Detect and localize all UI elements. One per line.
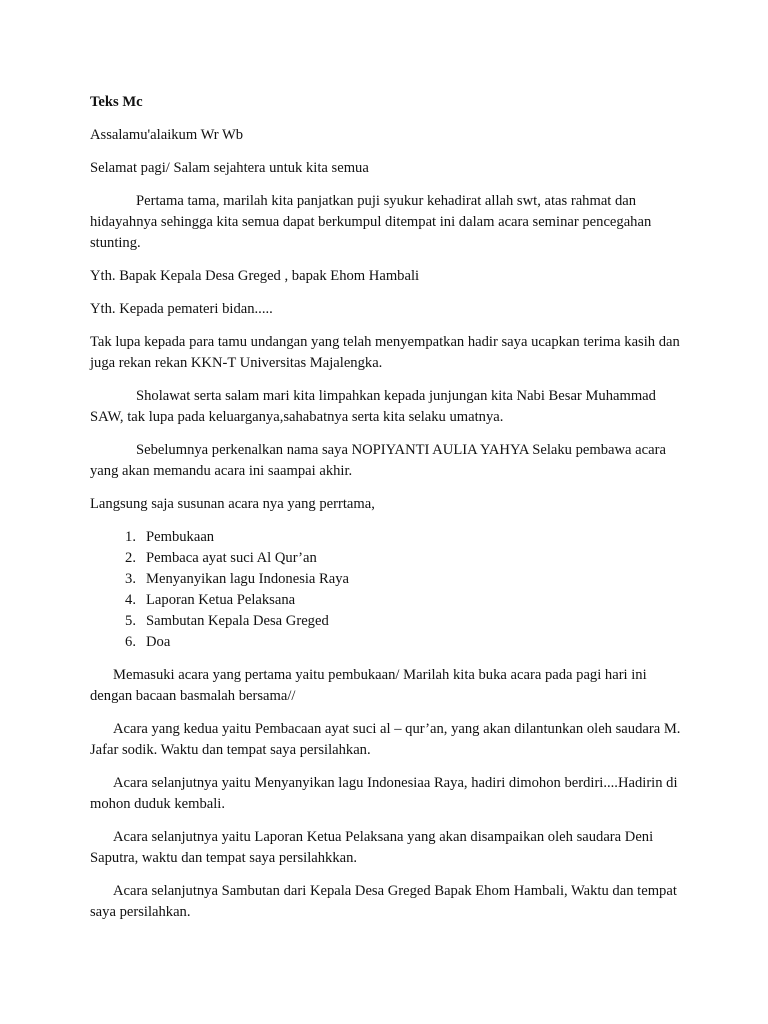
list-item (90, 590, 682, 611)
list-item-number: 6. (125, 634, 136, 650)
list-item (90, 527, 682, 548)
paragraph-report: Acara selanjutnya yaitu Laporan Ketua Pelaksana yang akan disampaikan oleh saudara Deni Saputra, waktu dan tempat saya persilahkkan. (90, 829, 654, 866)
paragraph-speaker: Yth. Kepada pemateri bidan..... (90, 301, 273, 317)
list-item (90, 632, 682, 653)
list-item-text: Doa (146, 634, 171, 650)
list-item-text: Menyanyikan lagu Indonesia Raya (146, 571, 350, 587)
list-item-number: 1. (125, 529, 136, 545)
list-item (90, 548, 682, 569)
greeting-salam: Assalamu'alaikum Wr Wb (90, 127, 244, 143)
paragraph-opening: Memasuki acara yang pertama yaitu pembukaan/ Marilah kita buka acara pada pagi hari ini dengan bacaan basmalah bersama// (90, 667, 647, 704)
paragraph-anthem: Acara selanjutnya yaitu Menyanyikan lagu Indonesiaa Raya, hadiri dimohon berdiri....Hadirin di mohon duduk kembali. (90, 775, 678, 812)
paragraph-gratitude: Pertama tama, marilah kita panjatkan puji syukur kehadirat allah swt, atas rahmat dan hidayahnya sehingga kita semua dapat berkumpul ditempat ini dalam acara seminar pencegahan stunting. (90, 193, 652, 251)
list-item (90, 611, 682, 632)
agenda-list (90, 527, 682, 653)
paragraph-guests: Tak lupa kepada para tamu undangan yang telah menyempatkan hadir saya ucapkan terima kasih dan juga rekan rekan KKN-T Universitas Majalengka. (90, 334, 680, 371)
list-item (90, 569, 682, 590)
list-item-text: Laporan Ketua Pelaksana (146, 592, 296, 608)
list-item-number: 4. (125, 592, 136, 608)
list-item-text: Pembaca ayat suci Al Qur’an (146, 550, 317, 566)
paragraph-introduction: Sebelumnya perkenalkan nama saya NOPIYANTI AULIA YAHYA Selaku pembawa acara yang akan memandu acara ini saampai akhir. (90, 442, 666, 479)
paragraph-speech: Acara selanjutnya Sambutan dari Kepala Desa Greged Bapak Ehom Hambali, Waktu dan tempat saya persilahkan. (90, 883, 677, 920)
document-page (90, 92, 682, 935)
list-item-text: Sambutan Kepala Desa Greged (146, 613, 329, 629)
paragraph-sholawat: Sholawat serta salam mari kita limpahkan kepada junjungan kita Nabi Besar Muhammad SAW, tak lupa pada keluarganya,sahabatnya serta kita selaku umatnya. (90, 388, 656, 425)
list-item-number: 5. (125, 613, 136, 629)
paragraph-quran-reading: Acara yang kedua yaitu Pembacaan ayat suci al – qur’an, yang akan dilantunkan oleh saudara M. Jafar sodik. Waktu dan tempat saya persilahkan. (90, 721, 681, 758)
list-item-number: 2. (125, 550, 136, 566)
paragraph-agenda-intro: Langsung saja susunan acara nya yang perrtama, (90, 496, 375, 512)
list-item-text: Pembukaan (146, 529, 215, 545)
list-item-number: 3. (125, 571, 136, 587)
greeting-morning: Selamat pagi/ Salam sejahtera untuk kita semua (90, 160, 369, 176)
document-title: Teks Mc (90, 94, 143, 110)
paragraph-village-head: Yth. Bapak Kepala Desa Greged , bapak Ehom Hambali (90, 268, 420, 284)
